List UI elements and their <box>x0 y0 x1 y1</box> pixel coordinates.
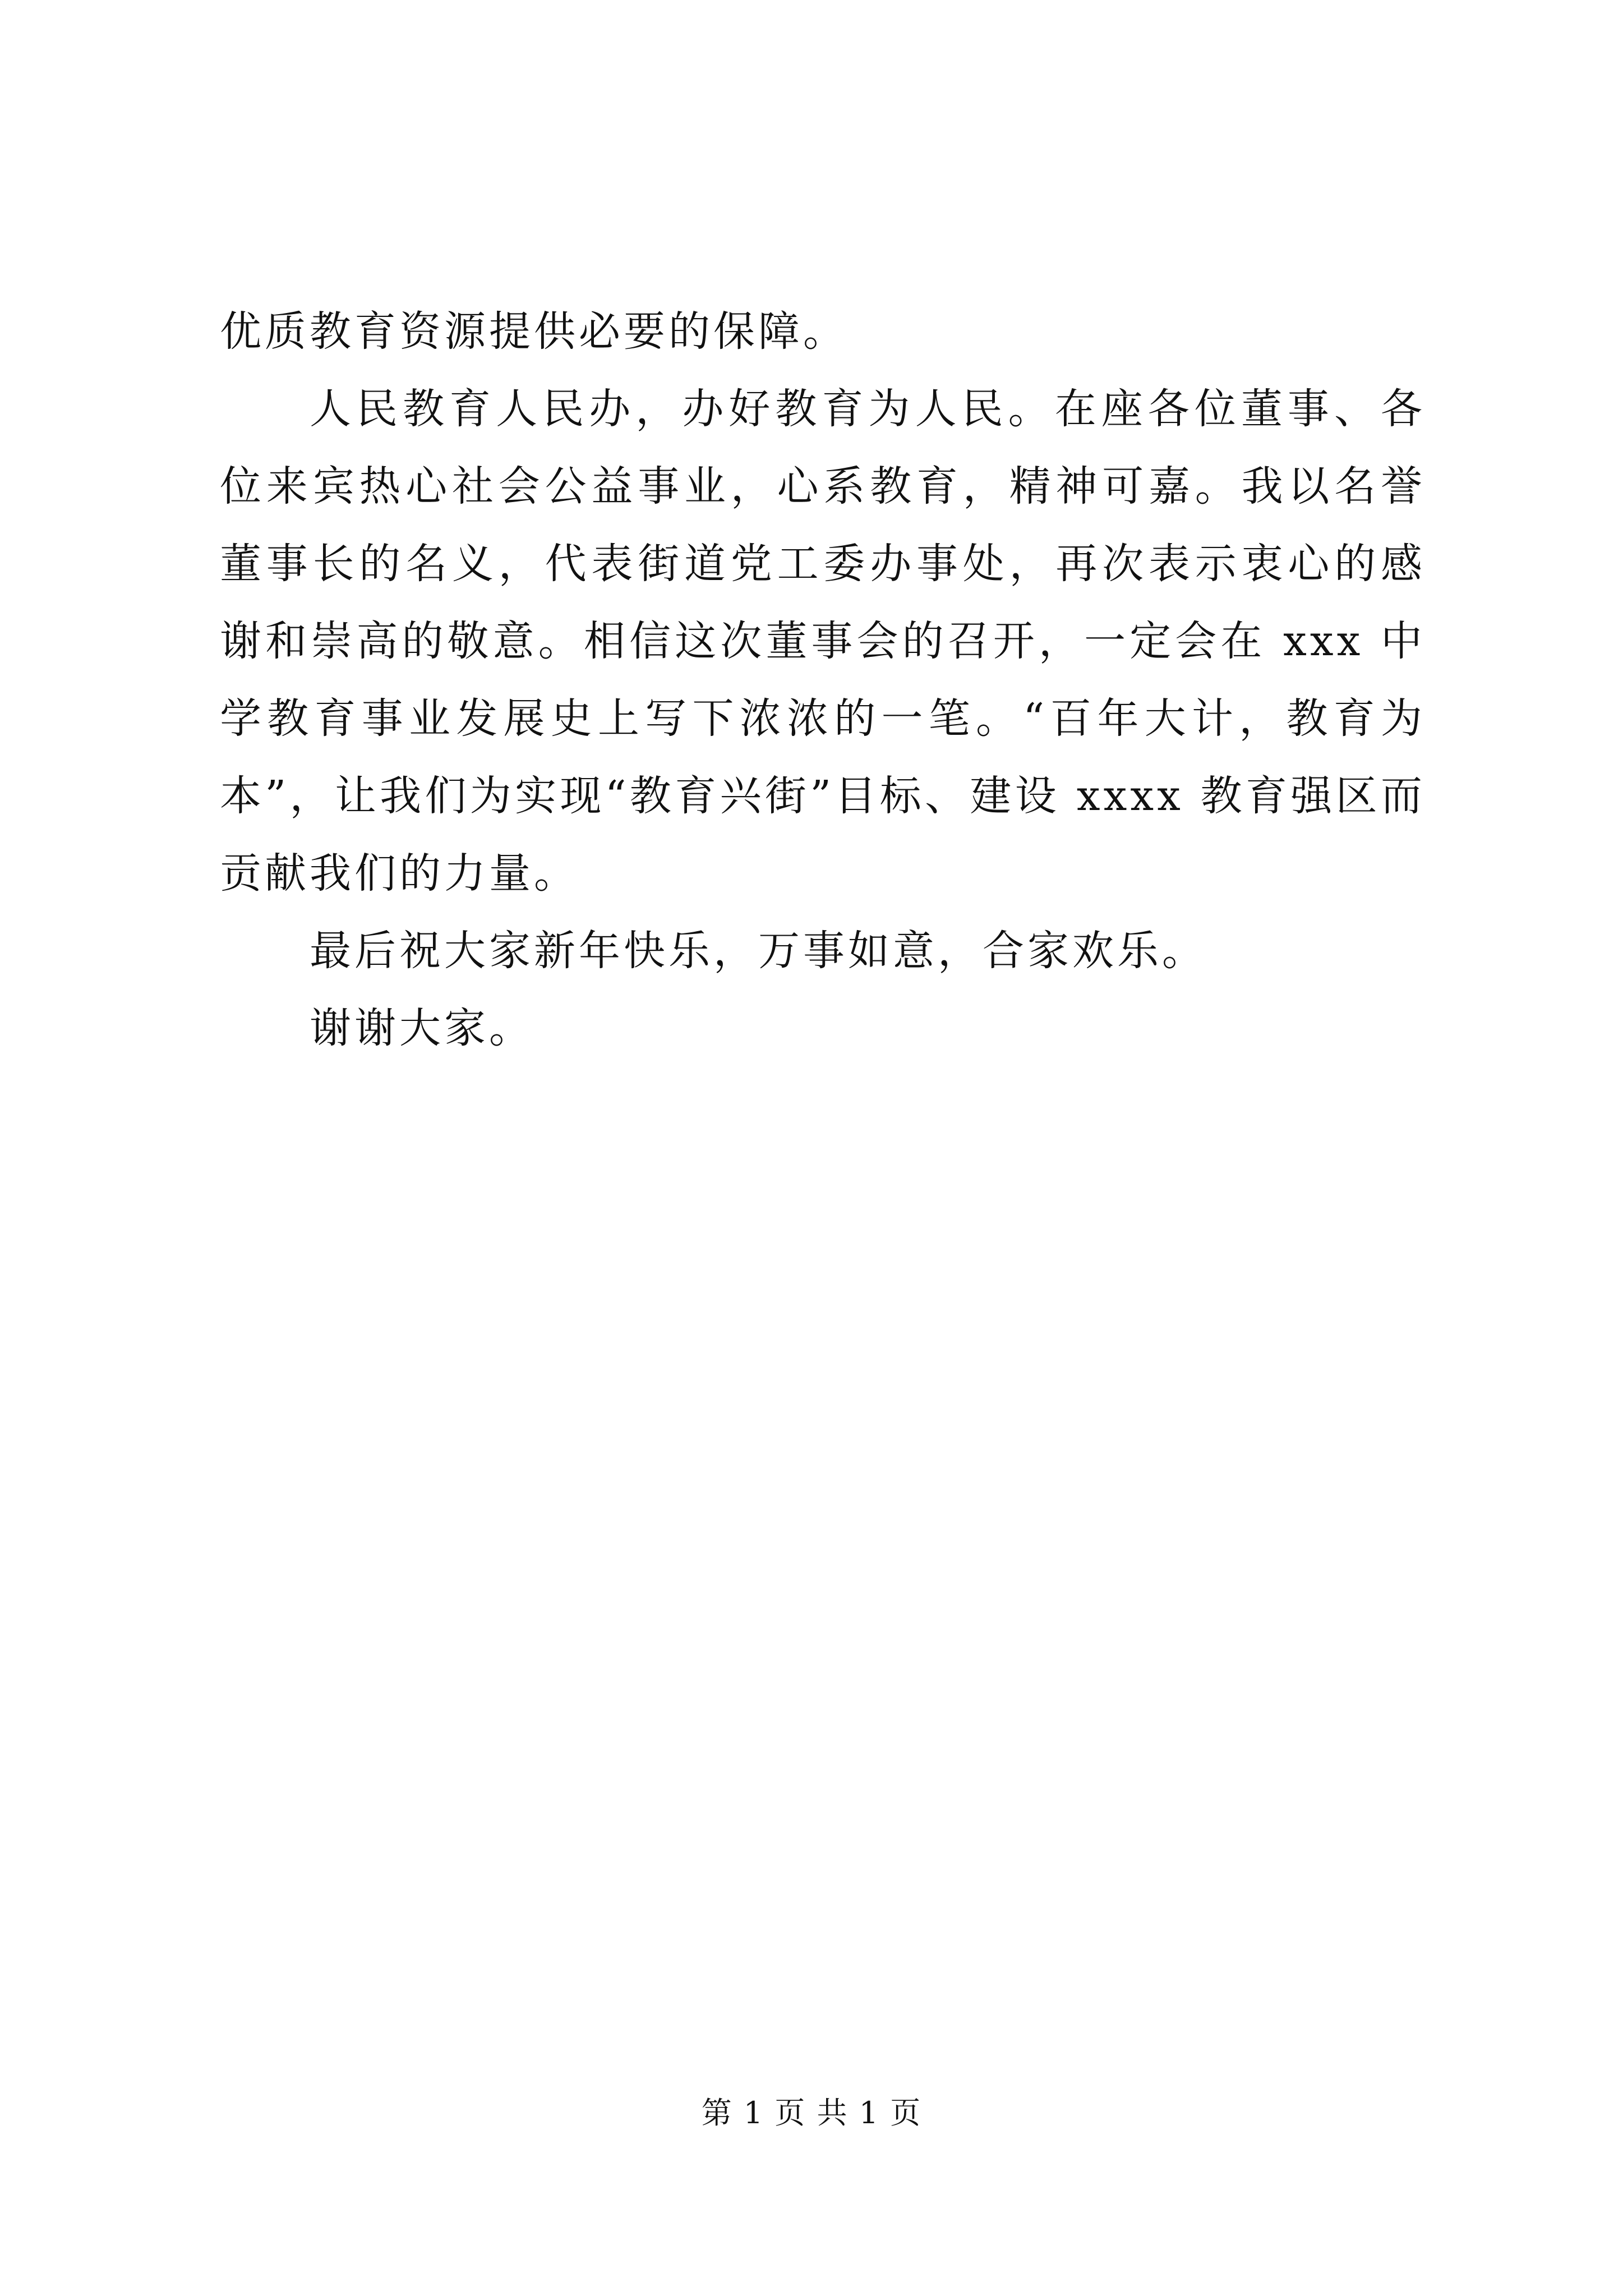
paragraph-continuation: 优质教育资源提供必要的保障。 <box>220 307 848 356</box>
paragraph-main: 人民教育人民办，办好教育为人民。在座各位董事、各位来宾热心社会公益事业，心系教育，精神可嘉。我以名誉董事长的名义，代表街道党工委办事处，再次表示衷心的感谢和崇高的敬意。相信这次董事会的召开，一定会在 xxx 中学教育事业发展史上写下浓浓的一笔。“百年大计，教育为本”，让我们为实现“教育兴街”目标、建设 xxxx 教育强区而贡献我们的力量。 <box>220 385 1426 898</box>
page-number-footer: 第 1 页 共 1 页 <box>701 2095 922 2131</box>
paragraph-thanks: 谢谢大家。 <box>310 1004 534 1052</box>
paragraph-wishes: 最后祝大家新年快乐，万事如意，合家欢乐。 <box>310 927 1207 975</box>
document-body <box>220 293 1426 1067</box>
